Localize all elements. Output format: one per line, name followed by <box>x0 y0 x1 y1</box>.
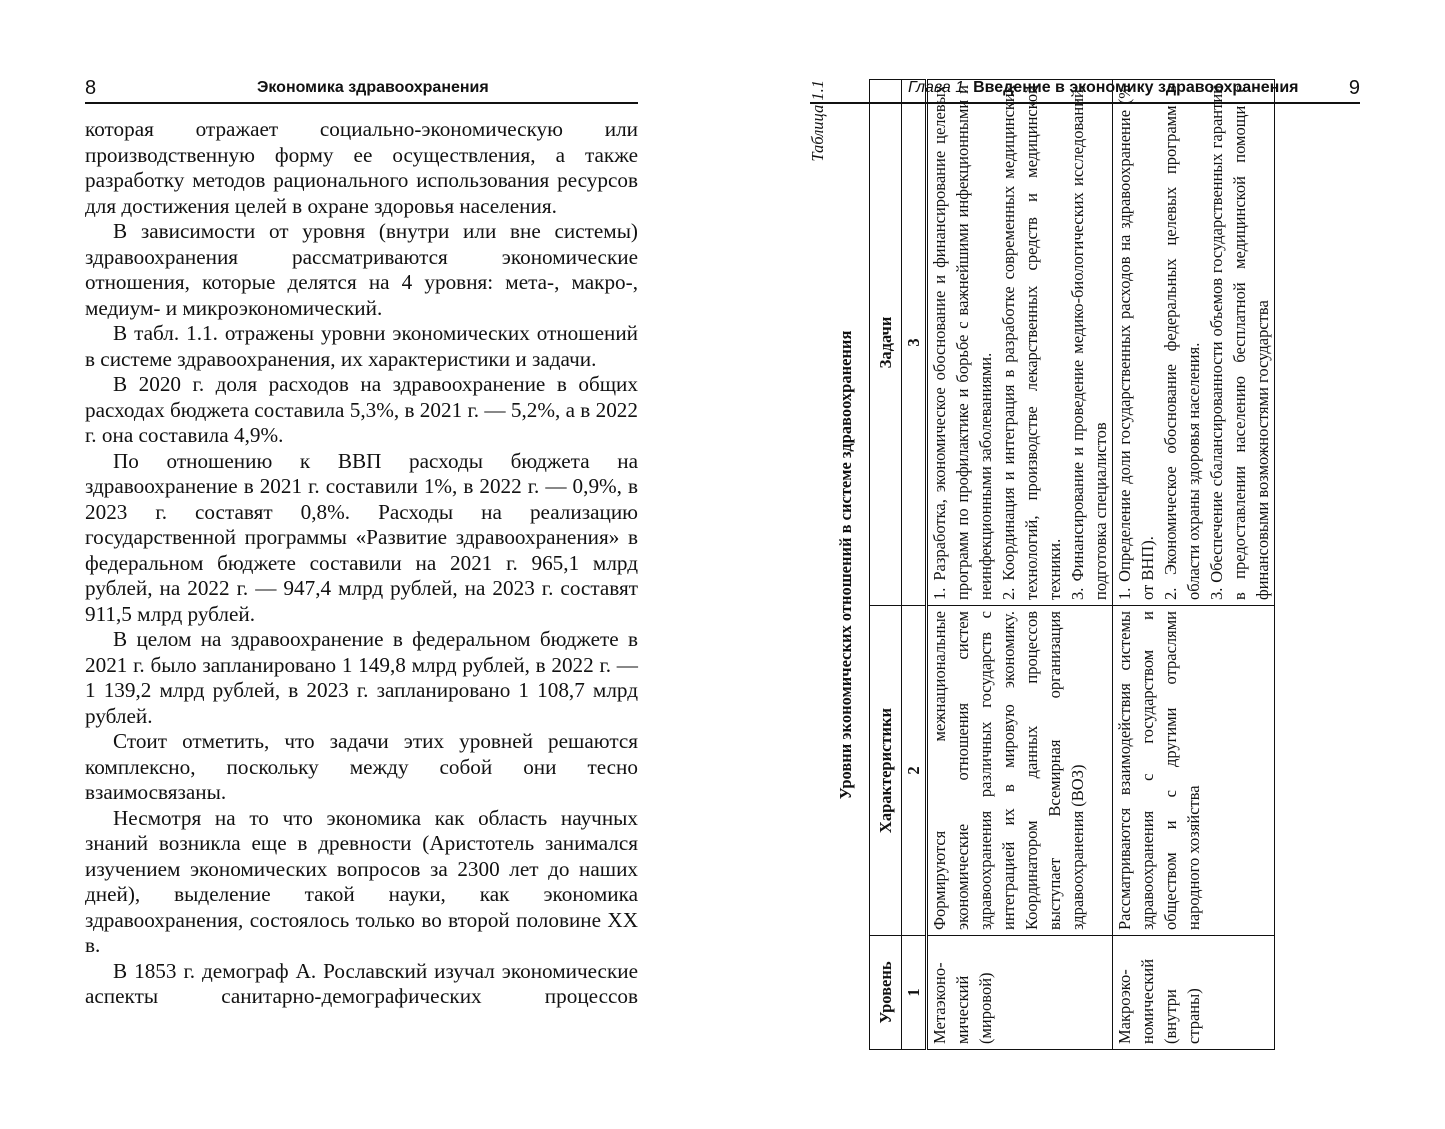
paragraph: В табл. 1.1. отражены уровни экономических отношений в системе здравоохранения, их характеристики и задачи. <box>85 321 638 371</box>
paragraph: По отношению к ВВП расходы бюджета на здравоохранение в 2021 г. составили 1%, в 2022 г. — 0,9%, в 2023 г. составят 0,8%. Расходы на реализацию государственной программы «Развитие здравоохранения» в федеральном бюджете составили на 2021 г. 965,1 млрд рублей, на 2022 г. — 947,4 млрд рублей, на 2023 г. составят 911,5 млрд рублей. <box>85 448 638 626</box>
task-item: 1. Определение доли государственных расходов на здравоохранение (% от ВНП). <box>1115 85 1157 600</box>
right-page <box>722 0 1445 1129</box>
task-item: 3. Финансирование и проведение медико-биологических исследований, подготовка специалистов <box>1068 85 1110 600</box>
column-number-row <box>902 80 927 1050</box>
column-header-tasks: Задачи <box>870 80 902 606</box>
header-rule-left <box>85 102 638 104</box>
column-number: 3 <box>902 80 927 606</box>
paragraph: В целом на здравоохранение в федеральном бюджете в 2021 г. было запланировано 1 149,8 млрд рублей, в 2022 г. — 1 139,2 млрд рублей, в 2023 г. запланировано 1 108,7 млрд рублей. <box>85 627 638 728</box>
levels-table <box>869 79 1275 1050</box>
paragraph: В 2020 г. доля расходов на здравоохранение в общих расходах бюджета составила 5,3%, в 2021 г. — 5,2%, а в 2022 г. она составила 4,9%. <box>85 372 638 447</box>
table-row <box>1113 80 1275 1050</box>
task-item: 2. Координация и интеграция в разработке современных медицинских технологий, производстве лекарственных средств и медицинской техники. <box>999 85 1064 600</box>
chapter-label: Глава 1. <box>908 79 969 96</box>
table-title: Уровни экономических отношений в системе здравоохранения <box>836 330 855 800</box>
rotated-table-block <box>806 80 1326 1050</box>
paragraph: Стоит отметить, что задачи этих уровней решаются комплексно, поскольку между собой они тесно взаимосвязаны. <box>85 729 638 804</box>
paragraph: которая отражает социально-экономическую или производственную форму ее осуществления, а также разработку методов рационального использования ресурсов для достижения целей в охране здоровья населения. <box>85 117 638 218</box>
column-number: 1 <box>902 936 927 1050</box>
chapter-title: Введение в экономику здравоохранения <box>973 79 1299 96</box>
page-number-right: 9 <box>1348 77 1360 99</box>
running-head-title-left: Экономика здравоохранения <box>257 79 489 96</box>
table-header-row <box>870 80 902 1050</box>
left-page <box>0 0 722 1129</box>
table-row <box>927 80 1113 1050</box>
table-label: Таблица 1.1 <box>808 80 827 162</box>
column-number: 2 <box>902 606 927 936</box>
paragraph: В зависимости от уровня (внутри или вне системы) здравоохранения рассматриваются экономические отношения, которые делятся на 4 уровня: мета-, макро-, медиум- и микроэкономический. <box>85 219 638 320</box>
tasks-cell <box>1113 80 1275 606</box>
page-number-left: 8 <box>85 77 97 99</box>
task-item: 3. Обеспечение сбалансированности объемов государственных гарантий в предоставлении населению бесплатной медицинской помощи с финансовыми возможностями государства <box>1207 85 1272 600</box>
task-item: 1. Разработка, экономическое обоснование и финансирование целевых программ по профилактике и борьбе с важнейшими инфекционными и неинфекционными заболеваниями. <box>930 85 995 600</box>
column-header-level: Уровень <box>870 936 902 1050</box>
tasks-cell <box>927 80 1113 606</box>
characteristics-cell: Рассматриваются взаимодействия системы здравоохранения с государством и обществом и с другими отраслями народного хозяйства <box>1113 606 1275 936</box>
column-header-characteristics: Характеристики <box>870 606 902 936</box>
level-cell: Метаэкономический (мировой) <box>927 936 1113 1050</box>
body-text <box>85 117 638 1010</box>
level-cell: Макроэкономический (внутри страны) <box>1113 936 1275 1050</box>
running-head-left <box>85 76 638 102</box>
paragraph: В 1853 г. демограф А. Рославский изучал экономические аспекты санитарно-демографических процессов <box>85 958 638 1008</box>
characteristics-cell: Формируются межнациональные экономические отношения систем здравоохранения различных государств с интеграцией их в мировую экономику. Координатором данных процессов выступает Всемирная организация здравоохранения (ВОЗ) <box>927 606 1113 936</box>
task-item: 2. Экономическое обоснование федеральных целевых программ в области охраны здоровья населения. <box>1161 85 1203 600</box>
paragraph: Несмотря на то что экономика как область научных знаний возникла еще в древности (Аристотель занимался изучением экономических вопросов за 2300 лет до наших дней), выделение такой науки, как экономика здравоохранения, состоялось только во второй половине XX в. <box>85 805 638 957</box>
